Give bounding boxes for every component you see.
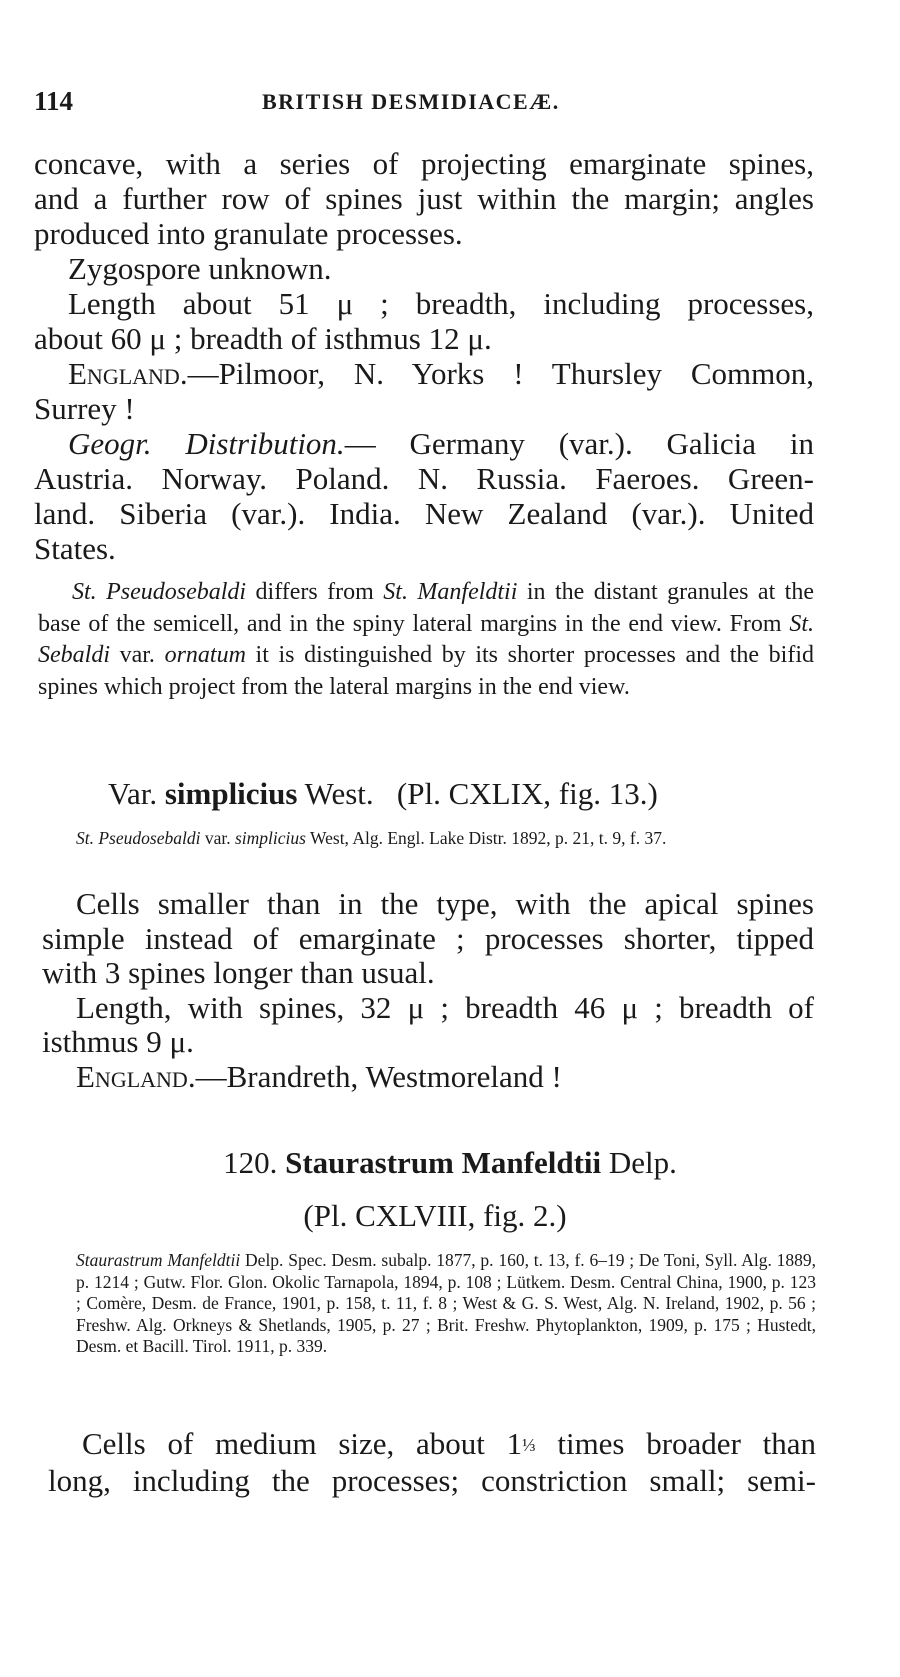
species-citation [76, 1250, 816, 1358]
text-line: concave, with a series of projecting emarginate spines, [34, 146, 814, 181]
species-plate-reference: (Pl. CXLVIII, fig. 2.) [303, 1198, 567, 1233]
note-text: var. [110, 642, 165, 668]
species-name: Staurastrum Manfeldtii [285, 1145, 602, 1180]
distribution-line: States. [34, 531, 116, 566]
text-line: produced into granulate processes. [34, 216, 463, 251]
distribution-line: land. Siberia (var.). India. New Zealand (var.). United [34, 496, 814, 531]
text-line: long, including the processes; constriction small; semi- [48, 1463, 816, 1498]
plate-reference: (Pl. CXLIX, fig. 13.) [396, 776, 658, 811]
page-number: 114 [34, 86, 74, 116]
taxon-name: St. Manfeldtii [383, 579, 518, 605]
variety-heading [108, 775, 808, 813]
measurement-line: Length, with spines, 32 μ ; breadth 46 μ ; breadth of [76, 989, 814, 1025]
text-line [48, 1426, 816, 1463]
species-number: 120. [223, 1145, 286, 1180]
distribution-line [34, 426, 814, 461]
text-line: simple instead of emarginate ; processes shorter, tipped [42, 920, 814, 956]
variety-prefix: Var. [108, 776, 165, 811]
species-description [48, 1426, 816, 1498]
fraction: ⅓ [522, 1435, 536, 1455]
page-header [34, 86, 860, 122]
citation-text: Delp. Spec. Desm. subalp. 1877, p. 160, t. 13, f. 6–19 ; De Toni, Syll. Alg. 1889, p. 1214 ; Gutw. Flor. Glon. Okolic Tarnapola, 1894, p. 108 ; Lütkem. Desm. Central China, 1900, p. 123 ; Comère, Desm. de France, 1901, p. 158, t. 11, f. 8 ; West & G. S. West, Alg. N. Ireland, 1902, p. 56 ; Freshw. Alg. Orkneys & Shetlands, 1905, p. 27 ; Brit. Freshw. Phytoplankton, 1909, p. 175 ; Hustedt, Desm. et Bacill. Tirol. 1911, p. 339. [76, 1250, 817, 1356]
measurement-line: about 60 μ ; breadth of isthmus 12 μ. [34, 321, 492, 356]
distribution-text: — Germany (var.). Galicia in [344, 426, 814, 461]
text-segment: Cells of medium size, about 1 [82, 1426, 523, 1461]
citation-text: West, Alg. Engl. Lake Distr. 1892, p. 21, t. 9, f. 37. [305, 828, 667, 848]
note-text: differs from [246, 579, 384, 605]
taxon-name: St. Pseudosebaldi [72, 579, 247, 605]
zygospore-line: Zygospore unknown. [68, 251, 332, 286]
variety-author: West. [297, 776, 374, 811]
citation-text: var. [200, 828, 235, 848]
note-text: it is distinguished by its shorter processes and the bifid spines which project from the lateral margins in the end view. [38, 642, 815, 700]
taxon-name: simplicius [234, 828, 306, 848]
running-title: BRITISH DESMIDIACEÆ. [262, 89, 560, 114]
locality-text: —Pilmoor, N. Yorks ! Thursley Common, [187, 356, 814, 391]
region-label: England. [68, 356, 188, 391]
locality-line: Surrey ! [34, 391, 135, 426]
species-author: Delp. [601, 1145, 677, 1180]
taxon-name: ornatum [164, 642, 246, 668]
locality-text: —Brandreth, Westmoreland ! [195, 1058, 562, 1094]
measurement-line: Length about 51 μ ; breadth, including processes, [68, 286, 814, 321]
taxon-name: Staurastrum Manfeldtii [76, 1250, 241, 1270]
taxon-name: St. Pseudosebaldi [76, 828, 201, 848]
text-line: Cells smaller than in the type, with the apical spines [76, 886, 814, 921]
region-label: England. [76, 1058, 196, 1094]
locality-line [34, 356, 814, 391]
taxon-name: St. Sebaldi [38, 610, 814, 668]
variety-citation [76, 828, 816, 849]
measurement-line: isthmus 9 μ. [42, 1024, 194, 1059]
text-line: with 3 spines longer than usual. [42, 955, 435, 990]
locality-line [42, 1060, 814, 1095]
species-heading [0, 1143, 900, 1183]
distribution-line: Austria. Norway. Poland. N. Russia. Faeroes. Green- [34, 461, 814, 496]
text-segment: times broader than [535, 1426, 816, 1461]
text-line: and a further row of spines just within the margin; angles [34, 181, 814, 216]
variety-description [42, 887, 814, 1094]
comparison-note [38, 577, 814, 703]
description-paragraph [34, 146, 814, 566]
variety-name: simplicius [164, 776, 298, 811]
distribution-label: Geogr. Distribution. [68, 426, 345, 461]
note-text: in the distant granules at the base of the semicell, and in the spiny lateral margins in the end view. From [38, 579, 815, 637]
